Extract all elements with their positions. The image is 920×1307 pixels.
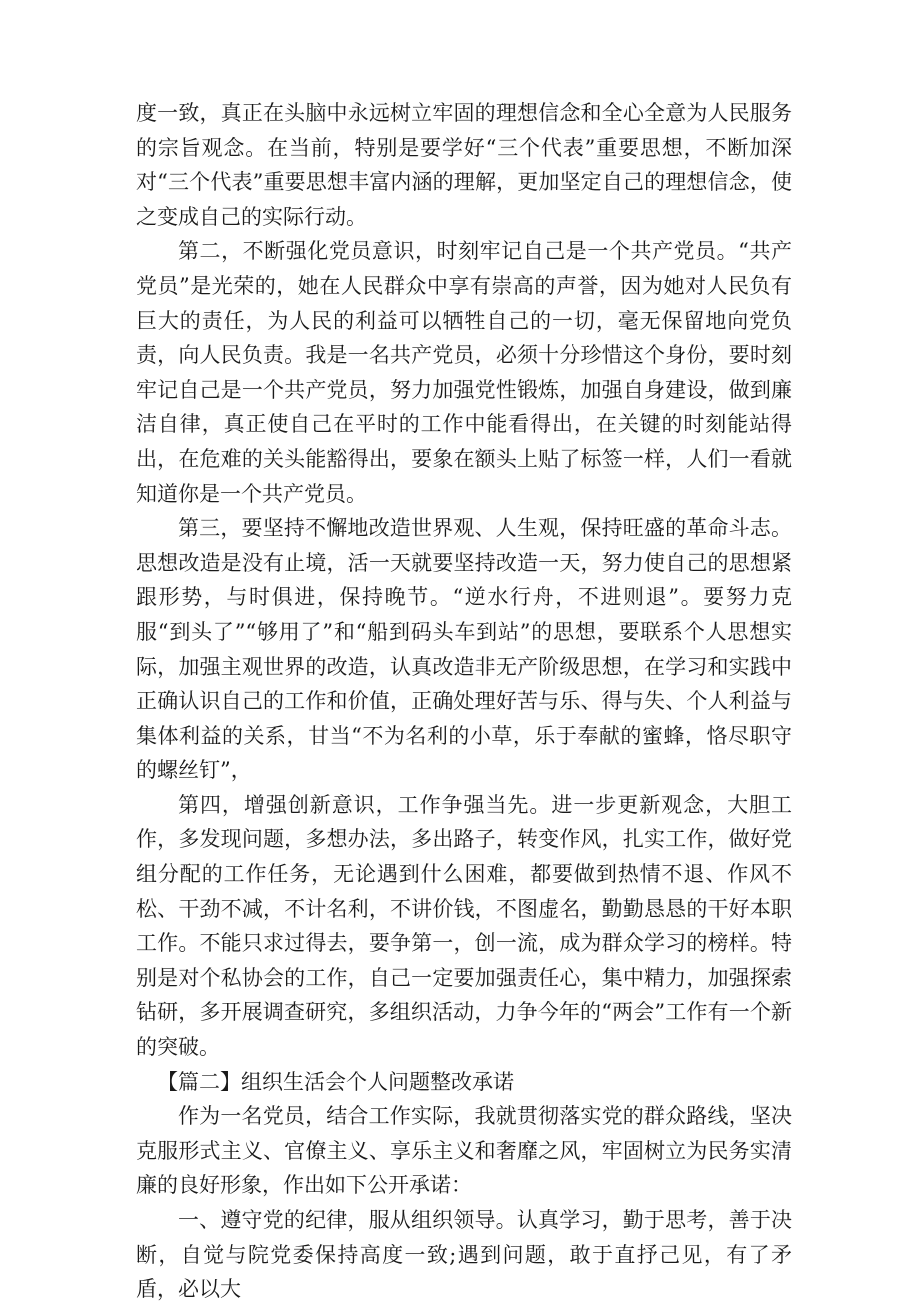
paragraph-continuation: 度一致，真正在头脑中永远树立牢固的理想信念和全心全意为人民服务的宗旨观念。在当前，特别是要学好“三个代表”重要思想，不断加深对“三个代表”重要思想丰富内涵的理解，更加坚定自己的理想信念，使之变成自己的实际行动。 bbox=[136, 101, 792, 229]
paragraph-second: 第二，不断强化党员意识，时刻牢记自己是一个共产党员。“共产党员”是光荣的，她在人民群众中享有崇高的声誉，因为她对人民负有巨大的责任，为人民的利益可以牺牲自己的一切，毫无保留地向党负责，向人民负责。我是一名共产党员，必须十分珍惜这个身份，要时刻牢记自己是一个共产党员，努力加强党性锻炼，加强自身建设，做到廉洁自律，真正使自己在平时的工作中能看得出，在关键的时刻能站得出，在危难的关头能豁得出，要象在额头上贴了标签一样，人们一看就知道你是一个共产党员。 bbox=[136, 239, 792, 506]
paragraph-pledge-one: 一、遵守党的纪律，服从组织领导。认真学习，勤于思考，善于决断，自觉与院党委保持高度一致;遇到问题，敢于直抒己见，有了矛盾，必以大 bbox=[136, 1208, 792, 1302]
paragraph-fourth: 第四，增强创新意识，工作争强当先。进一步更新观念，大胆工作，多发现问题，多想办法，多出路子，转变作风，扎实工作，做好党组分配的工作任务，无论遇到什么困难，都要做到热情不退、作风不松、干劲不减，不计名利，不讲价钱，不图虚名，勤勤恳恳的干好本职工作。不能只求过得去，要争第一，创一流，成为群众学习的榜样。特别是对个私协会的工作，自己一定要加强责任心，集中精力，加强探索钻研，多开展调查研究，多组织活动，力争今年的“两会”工作有一个新的突破。 bbox=[136, 792, 792, 1060]
section-heading: 【篇二】组织生活会个人问题整改承诺 bbox=[157, 1069, 514, 1094]
paragraph-third: 第三，要坚持不懈地改造世界观、人生观，保持旺盛的革命斗志。思想改造是没有止境，活一天就要坚持改造一天，努力使自己的思想紧跟形势，与时俱进，保持晚节。“逆水行舟，不进则退”。要努力克服“到头了”“够用了”和“船到码头车到站”的思想，要联系个人思想实际，加强主观世界的改造，认真改造非无产阶级思想，在学习和实践中正确认识自己的工作和价值，正确处理好苦与乐、得与失、个人利益与集体利益的关系，甘当“不为名利的小草，乐于奉献的蜜蜂，恪尽职守的螺丝钉”， bbox=[136, 516, 792, 783]
paragraph-pledge-intro: 作为一名党员，结合工作实际，我就贯彻落实党的群众路线，坚决克服形式主义、官僚主义、享乐主义和奢靡之风，牢固树立为民务实清廉的良好形象，作出如下公开承诺： bbox=[136, 1104, 792, 1198]
